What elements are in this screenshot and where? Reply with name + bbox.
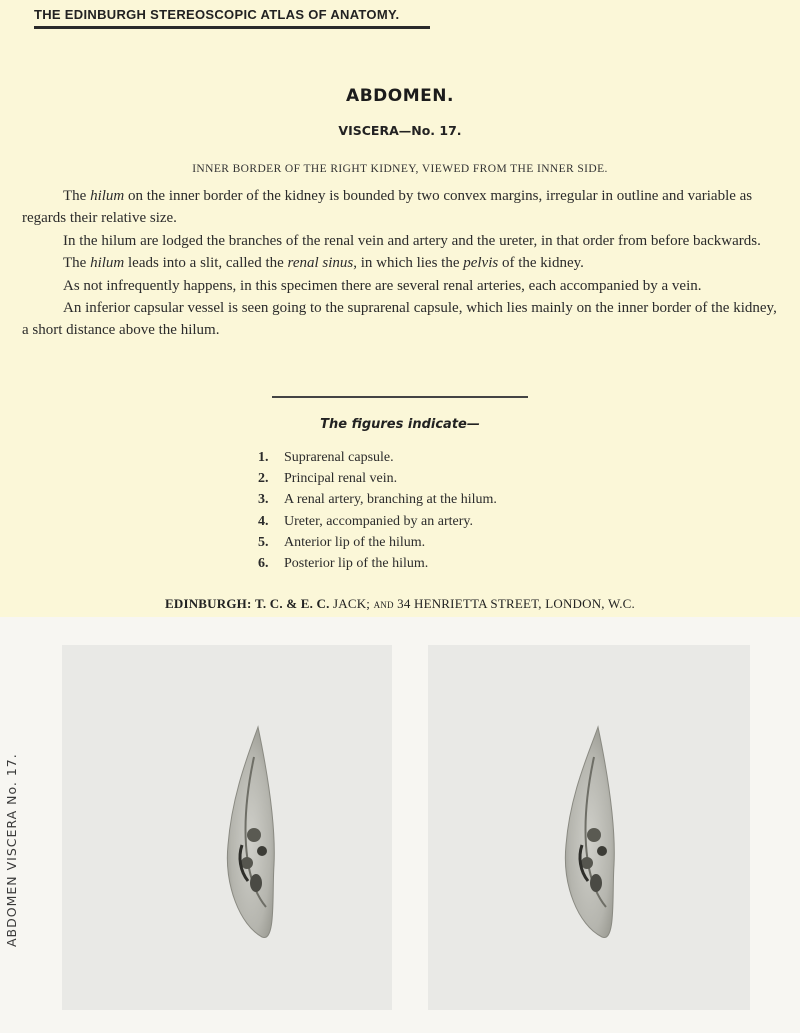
list-item: 5. Anterior lip of the hilum.	[258, 534, 426, 550]
list-item: 2. Principal renal vein.	[258, 471, 398, 487]
list-item: 4. Ureter, accompanied by an artery.	[258, 513, 473, 529]
paragraph-4: As not infrequently happens, in this specimen there are several renal arteries, each accompanied by a vein.	[63, 277, 702, 294]
paragraph-2: In the hilum are lodged the branches of the renal vein and artery and the ureter, in that order from before backwards.	[63, 232, 761, 249]
plate-caption: INNER BORDER OF THE RIGHT KIDNEY, VIEWED FROM THE INNER SIDE.	[192, 163, 608, 175]
stereo-image-right	[428, 645, 750, 1010]
kidney-specimen-right	[428, 645, 750, 1010]
list-item: 6. Posterior lip of the hilum.	[258, 556, 429, 572]
paragraph-5: An inferior capsular vessel is seen going to the suprarenal capsule, which lies mainly on the inner border of the kidney, a short distance above the hilum.	[22, 300, 777, 339]
header-rule	[34, 26, 430, 29]
paragraph-1: The hilum on the inner border of the kidney is bounded by two convex margins, irregular in outline and variable as regards their relative size.	[22, 188, 753, 227]
list-item: 1. Suprarenal capsule.	[258, 450, 394, 465]
stereo-image-left	[62, 645, 392, 1010]
kidney-specimen-left	[62, 645, 392, 1010]
publisher-line: EDINBURGH: T. C. & E. C. JACK; AND 34 HENRIETTA STREET, LONDON, W.C.	[164, 596, 636, 611]
list-item: 3. A renal artery, branching at the hilum.	[258, 492, 497, 508]
description-text	[22, 185, 778, 342]
side-label: ABDOMEN VISCERA No. 17.	[4, 753, 19, 947]
divider-rule	[272, 396, 528, 398]
figures-list	[258, 447, 497, 574]
section-title: ABDOMEN.	[346, 86, 454, 106]
paragraph-3: The hilum leads into a slit, called the renal sinus, in which lies the pelvis of the kidney.	[63, 255, 584, 272]
plate-title: VISCERA—No. 17.	[338, 123, 462, 138]
atlas-title: THE EDINBURGH STEREOSCOPIC ATLAS OF ANATOMY.	[34, 7, 400, 22]
figures-heading: The figures indicate—	[320, 417, 480, 432]
